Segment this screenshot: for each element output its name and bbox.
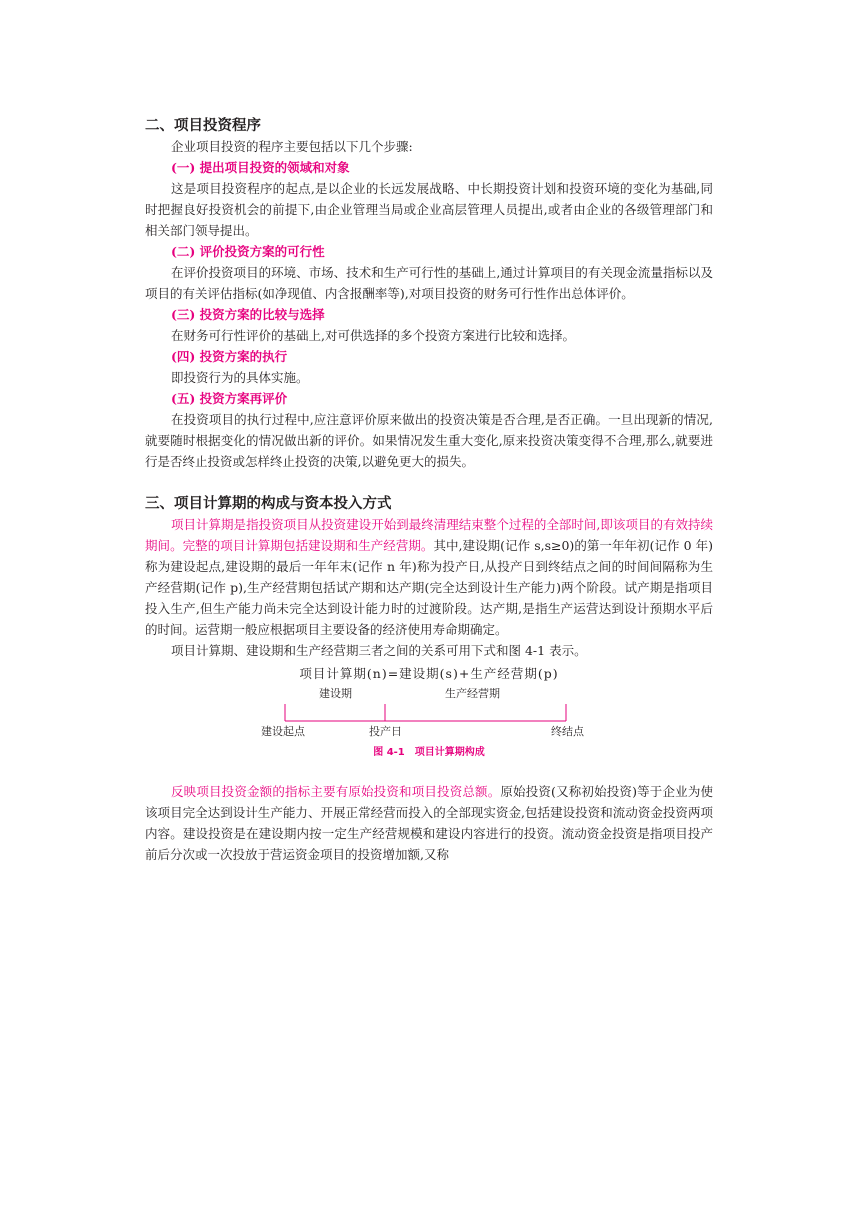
point-label-mid: 投产日 — [369, 725, 402, 738]
figure-caption: 图 4-1 项目计算期构成 — [373, 747, 485, 758]
step-1-body: 这是项目投资程序的起点,是以企业的长远发展战略、中长期投资计划和投资环境的变化为基础,同时把握良好投资机会的前提下,由企业管理当局或企业高层管理人员提出,或者由企业的各级管理部门和相关部门领导提出。 — [145, 181, 713, 238]
step-3-heading: (三) 投资方案的比较与选择 — [171, 307, 325, 322]
page-content — [145, 116, 713, 865]
section-3-title: 三、项目计算期的构成与资本投入方式 — [145, 496, 392, 512]
section-3-paragraph-3 — [145, 781, 713, 865]
section-3-paragraph-2: 项目计算期、建设期和生产经营期三者之间的关系可用下式和图 4-1 表示。 — [171, 643, 587, 658]
step-4-heading: (四) 投资方案的执行 — [171, 349, 288, 364]
paragraph-text: 其中,建设期(记作 s,s≥0)的第一年年初(记作 0 年)称为建设起点,建设期的最后一年年末(记作 n 年)称为投产日,从投产日到终结点之间的时间间隔称为生产经营期(记作 p),生产经营期包括试产期和达产期(完全达到设计生产能力)两个阶段。试产期是指项目投入生产,但生产能力尚未完全达到设计能力时的过渡阶段。达产期,是指生产运营达到设计预期水平后的时间。运营期一般应根据项目主要设备的经济使用寿命期确定。 — [145, 538, 713, 637]
step-2-heading: (二) 评价投资方案的可行性 — [171, 244, 325, 259]
section-2-title: 二、项目投资程序 — [145, 118, 261, 134]
step-5-heading: (五) 投资方案再评价 — [171, 391, 288, 406]
section-2-intro: 企业项目投资的程序主要包括以下几个步骤: — [171, 139, 413, 154]
timeline-diagram — [145, 687, 713, 758]
highlight-text: 项目计算期是指投资项目从投资建设开始到最终清理结束整个过程的全部时间,即该项目的有效持续期间。完整的项目计算期包括建设期和生产经营期。 — [145, 517, 713, 553]
paragraph-text-2: 原始投资(又称初始投资)等于企业为使该项目完全达到设计生产能力、开展正常经营而投入的全部现实资金,包括建设投资和流动资金投资两项内容。建设投资是在建设期内按一定生产经营规模和建设内容进行的投资。流动资金投资是指项目投产前后分次或一次投放于营运资金项目的投资增加额,又称 — [145, 784, 713, 862]
segment-label-construction: 建设期 — [319, 687, 352, 700]
timeline-lines — [145, 701, 713, 729]
point-label-start: 建设起点 — [261, 725, 305, 738]
formula: 项目计算期(n)=建设期(s)+生产经营期(p) — [299, 666, 559, 681]
step-2-body: 在评价投资项目的环境、市场、技术和生产可行性的基础上,通过计算项目的有关现金流量指标以及项目的有关评估指标(如净现值、内含报酬率等),对项目投资的财务可行性作出总体评价。 — [145, 265, 713, 301]
step-5-body: 在投资项目的执行过程中,应注意评价原来做出的投资决策是否合理,是否正确。一旦出现新的情况,就要随时根据变化的情况做出新的评价。如果情况发生重大变化,原来投资决策变得不合理,那么,就要进行是否终止投资或怎样终止投资的决策,以避免更大的损失。 — [145, 412, 713, 469]
section-3-paragraph-1 — [145, 514, 713, 640]
step-3-body: 在财务可行性评价的基础上,对可供选择的多个投资方案进行比较和选择。 — [171, 328, 575, 343]
point-label-end: 终结点 — [551, 725, 584, 738]
segment-label-operation: 生产经营期 — [445, 687, 500, 700]
figure-4-1 — [145, 665, 713, 758]
section-gap — [145, 472, 713, 494]
highlight-text-2: 反映项目投资金额的指标主要有原始投资和项目投资总额。 — [171, 784, 501, 799]
step-4-body: 即投资行为的具体实施。 — [171, 370, 309, 385]
step-1-heading: (一) 提出项目投资的领域和对象 — [171, 160, 350, 175]
